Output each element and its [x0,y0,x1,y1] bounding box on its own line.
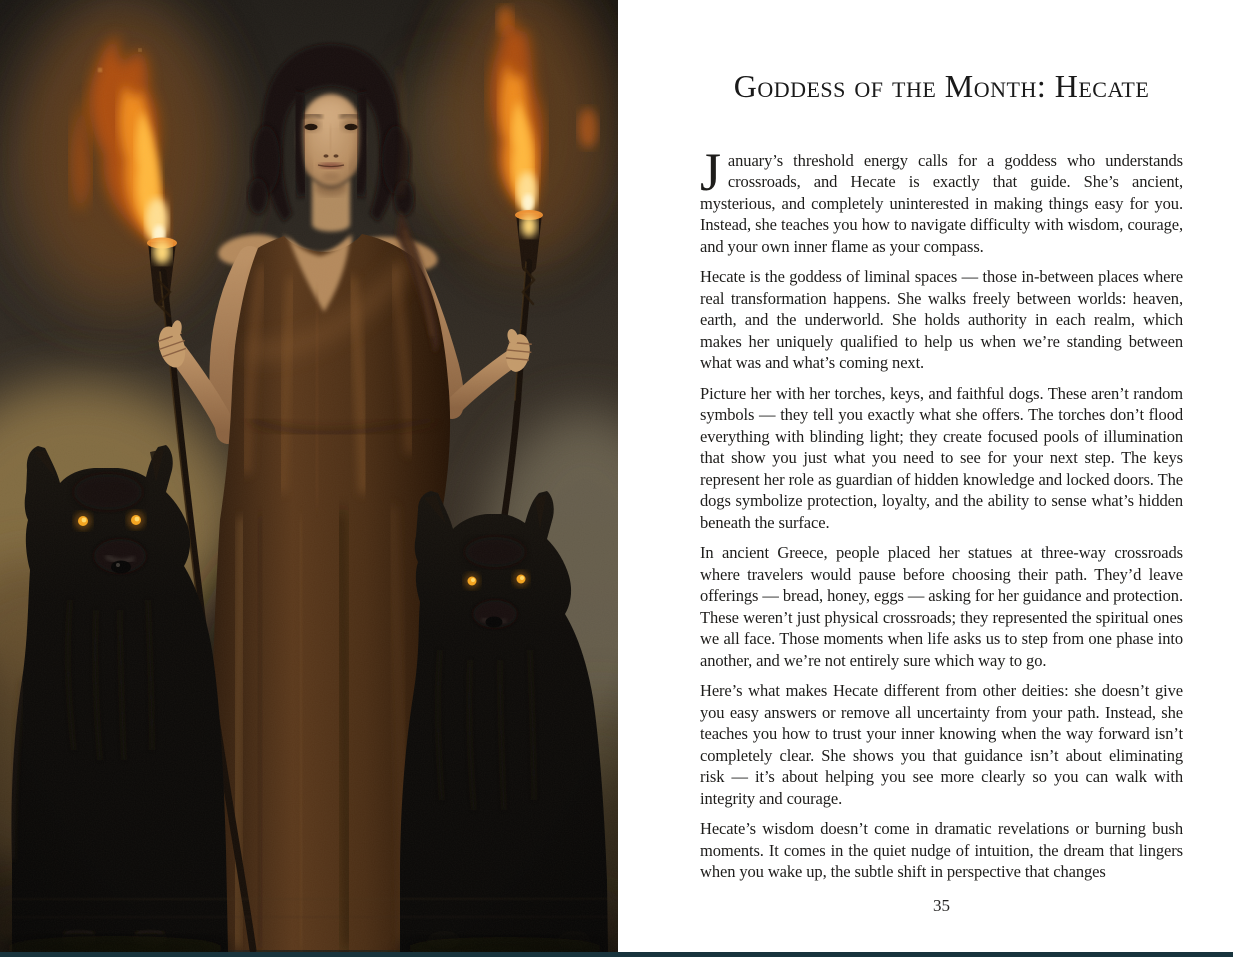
paragraph-2: Hecate is the goddess of liminal spaces — those in-between places where real transformation happens. She walks freely between worlds: heaven, earth, and the underworld. She holds authority in each realm, which makes her uniquely qualified to help us when we’re standing between what was and what’s coming next. [700,267,1183,373]
paragraph-1 [700,141,1183,258]
page-number: 35 [933,896,950,915]
article-column [700,0,1183,892]
paragraph-6: Hecate’s wisdom doesn’t come in dramatic revelations or burning bush moments. It comes in the quiet nudge of intuition, the dream that lingers when you wake up, the subtle shift in perspective that changes [700,819,1183,882]
paragraph-4: In ancient Greece, people placed her statues at three-way crossroads where travelers would pause before choosing their path. They’d leave offerings — bread, honey, eggs — asking for her guidance and protection. These weren’t just physical crossroads; they represented the spiritual ones we all face. Those moments when life asks us to step from one phase into another, and we’re not entirely sure which way to go. [700,543,1183,670]
paragraph-5: Here’s what makes Hecate different from other deities: she doesn’t give you easy answers or remove all uncertainty from your path. Instead, she teaches you how to trust your inner knowing when the way forward isn’t completely clear. She shows you that guidance isn’t about eliminating risk — it’s about helping you see more clearly so you can walk with integrity and courage. [700,681,1183,808]
right-page [618,0,1233,957]
paragraph-3: Picture her with her torches, keys, and faithful dogs. These aren’t random symbols — they tell you exactly what she offers. The torches don’t flood everything with blinding light; they create focused pools of illumination that show you just what you need to see for your next step. The keys represent her role as guardian of hidden knowledge and locked doors. The dogs symbolize protection, loyalty, and the ability to sense what’s hidden beneath the surface. [700,383,1183,532]
bottom-edge-strip [0,952,1233,957]
paragraph-1-text: anuary’s threshold energy calls for a goddess who understands crossroads, and Hecate is exactly that guide. She’s ancient, mysterious, and completely uninterested in making things easy for you. Instead, she teaches you how to navigate difficulty with wisdom, courage, and your own inner flame as your compass. [700,150,1183,256]
article-body [700,141,1183,883]
drop-cap: J [700,141,721,202]
page-title: Goddess of the Month: Hecate [733,68,1150,104]
